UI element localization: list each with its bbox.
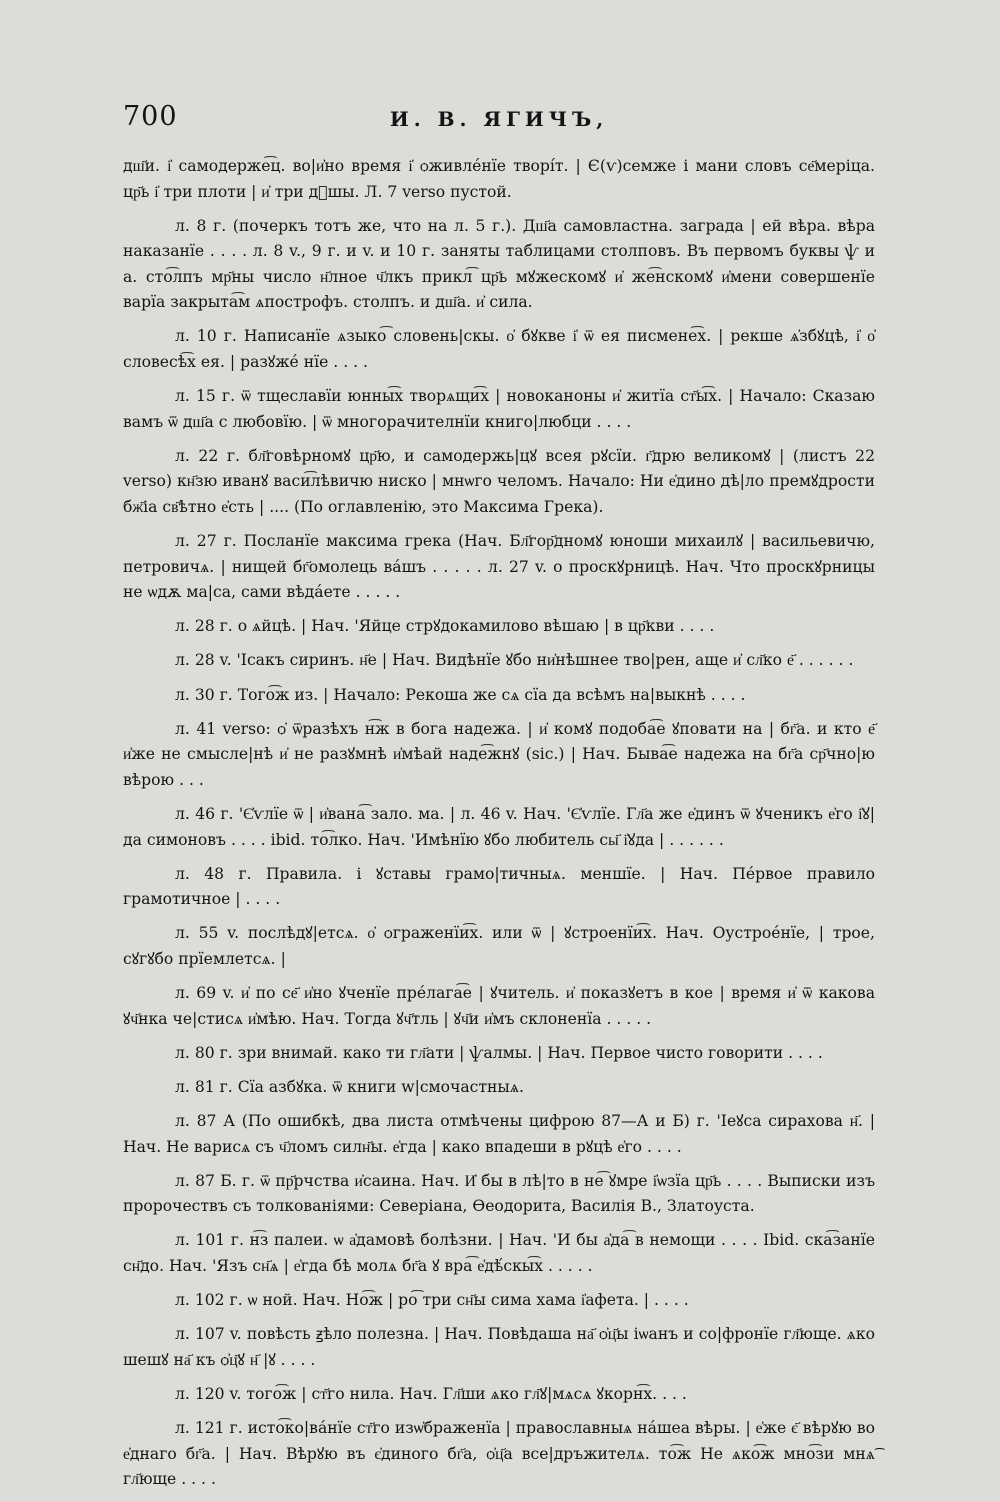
paragraph: л. 8 г. (почеркъ тотъ же, что на л. 5 г.). Дш҃а самовластна. заграда | ей вѣра. вѣра наказанїе . . . . л. 8 v., 9 г. и v. и 10 г. заняты таблицами столповъ. Въ первомъ буквы ѱ и а. сто͡лпъ мр҃ны число н҃лное ч҃лкъ прикл͡ цр҃ь мꙋжескомꙋ и҆ же͡нскомꙋ и҆мени совершенїе варїа закрыта͡м ѧпострофъ. столпъ. и дш҃а. и҆ сила. (123, 216, 875, 312)
paragraph: л. 81 г. Сїа азбꙋка. ѿ книги w|смочастныѧ. (175, 1077, 524, 1096)
page-body (123, 154, 875, 1501)
paragraph: л. 69 v. и҆ по се҃ и҆но ꙋченїе пре́лага͡е | ꙋчитель. и҆ показꙋетъ в кое | время и҆ ѿ какова ꙋч҃нка че|стисѧ и҆мѣю. Нач. Тогда ꙋч҃тль | ꙋч҃и и҆мъ склоненїа . . . . . (123, 984, 875, 1028)
paragraph: л. 48 г. Правила. і ꙋставы грамо|тичныѧ. меншїе. | Нач. Пе́рвое правило грамотичное | . . . . (123, 864, 875, 909)
paragraph: л. 55 v. послѣдꙋ|етсѧ. о҆ ѻграженїи͡х. или ѿ | ꙋстроенїи͡х. Нач. Оустрое́нїе, | трое, сꙋгꙋбо прїемлетсѧ. | (123, 924, 875, 968)
paragraph: л. 107 v. повѣсть ꙃѣло полезна. | Нач. Повѣдаша на҃ ѻ҆ц҃ы іѡанъ и со|фронїе гл҃юще. ѧко шешꙋ на҃ къ ѻ҆ц҃ꙋ н҃ |ꙋ . . . . (123, 1325, 875, 1369)
paragraph: л. 80 г. зри внимай. како ти гл҃ати | ѱалмы. | Нач. Первое чисто говорити . . . . (175, 1043, 823, 1062)
page-header (123, 101, 875, 141)
paragraph: л. 22 г. бл҃говѣрномꙋ цр҃ю, и самодержь|цꙋ всея рꙋсїи. г҃дрю великомꙋ | (листъ 22 verso) кн҃зю иванꙋ васи͡лѣвичю ниско | мнѡго челомъ. Начало: Ни е҆дино дѣ|ло премꙋдрости бж҃іа св҃ѣтно е҆сть | .... (По оглавленію, это Максима Грека). (123, 446, 875, 516)
paragraph: л. 10 г. Написанїе ѧзыко͡ словень|скы. о҆ бꙋкве і҆ ѿ ея писмене͡х. | рекше ѧ҆збꙋцѣ, і҆ о҆ словесѣ͡х ея. | разꙋжé нїе . . . . (123, 327, 875, 372)
paragraph: л. 30 г. Того͡ж из. | Начало: Рекоша же сѧ сїа да всѣмъ на|выкнѣ . . . . (175, 685, 746, 704)
paragraph: дш҃и. і҆ самодерже͡ц. во|и҆но время і҆ ѻживле́нїе творі́т. | Є(ѵ)семже і мани словъ се҃меріца. цр҃ь і҆ три плоти | и҆ три д꙯шы. Л. 7 verso пустой. (123, 157, 875, 201)
page-number: 700 (123, 101, 178, 132)
paragraph: л. 28 г. о ѧйцѣ. | Нач. 'Яйце стрꙋдокамилово вѣшаю | в цр҃кви . . . . (175, 617, 715, 636)
paragraph: л. 102 г. ѡ ной. Нач. Но͡ж | ро͡ три сн҃ы сима хама і҆афета. | . . . . (175, 1291, 689, 1310)
paragraph: л. 46 г. 'Є҆ѵлїе ѿ | и҆вана͡ зало. ма. | л. 46 v. Нач. 'Є҆ѵлїе. Гл҃а же е҆динъ ѿ ꙋченикъ е҆го і҆ꙋ|да симоновъ . . . . ibid. то͡лко. Нач. 'Имѣнїю ꙋбо любитель сы҃ і҆ꙋда | . . . . . . (123, 804, 875, 849)
paragraph: л. 41 verso: ѻ҆ ѿразѣхъ н͡ж в бога надежа. | и҆ комꙋ подоба͡е ꙋповати на | бг҃а. и кто е҃ и҆же не смысле|нѣ и҆ не разꙋмнѣ и҆мѣай наде͡жнꙋ (sic.) | Нач. Быва͡е надежа на бг҃а ср҃чно|ю вѣрою . . . (123, 719, 875, 789)
paragraph: л. 87 А (По ошибкѣ, два листа отмѣчены цифрою 87—А и Б) г. 'Іеꙋса сираховa н҃. | Нач. Не варисѧ съ ч҃ломъ силн҃ы. е҆гда | како впадеши в рꙋцѣ е҆го . . . . (123, 1112, 875, 1156)
paragraph: л. 120 v. того͡ж | ст҃го нила. Нач. Гл҃ши ѧко гл҃ꙋ|мѧсѧ ꙋкорн͡х. . . . (175, 1384, 687, 1403)
paragraph: л. 101 г. н͡з палеи. ѡ а҆дамовѣ болѣзни. | Нач. 'И бы а҆да͡ в немощи . . . . Ibid. ска͡занїе сн҃до. Нач. 'Язъ сн҃ѧ | е҆гда бѣ молѧ бг҃а ꙋ вра͡ е҆дѣ́скы͡х . . . . . (123, 1231, 875, 1275)
paragraph: л. 28 v. 'Ісакъ сиринъ. н҃е | Нач. Видѣнїе ꙋбо ни҆нѣшнее тво|рен, аще и҆ сл҃ко е҃ . . . . . . (175, 651, 854, 670)
paragraph: л. 121 г. исто͡ко|ва́нїе ст҃го изѡ҆браженїа | православныѧ на́шеа вѣры. | е҆же є҃ вѣрꙋю во е҆днаго бг҃а. | Нач. Вѣрꙋю въ є҆диного бг҃а, ѻ҆ц҃а все|дръжителѧ. то͡ж Не ѧко͡ж мно͡зи мнѧ͡ гл҃юще . . . . (123, 1419, 875, 1489)
paragraph: л. 15 г. ѿ тщеславїи юнны͡х творѧщи͡х | новоканоны и҆ житїа ст҃ы͡х. | Начало: Сказаю вамъ ѿ дш҃а с любовїю. | ѿ многорачителнїи книго|любци . . . . (123, 387, 875, 431)
running-title: И. В. ЯГИЧЪ, (389, 107, 609, 131)
paragraph: л. 87 Б. г. ѿ пр҃рчства и҆саина. Нач. И҆ бы в лѣ|то в не͡ ꙋмре і҆ѡзїа цр҃ь . . . . Выписки изъ пророчествъ съ толкованіями: Северіана, Өеодорита, Василія В., Златоуста. (123, 1171, 875, 1216)
paragraph: л. 27 г. Посланїе максима грека (Нач. Бл҃гор҃дномꙋ юноши михаилꙋ | васильевичю, петровичѧ. | нищей бг҃омолець ва́шъ . . . . . л. 27 v. о проскꙋрницѣ. Нач. Что проскꙋрницы не ѡдѫ ма|са, сами вѣда́ете . . . . . (123, 532, 875, 602)
